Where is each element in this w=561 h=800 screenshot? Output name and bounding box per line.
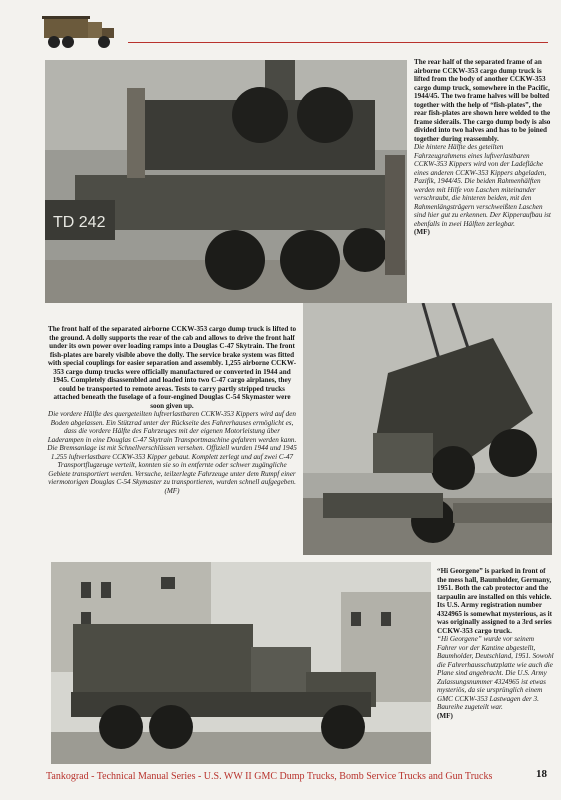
caption-top-right — [414, 58, 552, 237]
caption-en: “Hi Georgene” is parked in front of the mess hall, Baumholder, Germany, 1951. Both the cab protector and the tarpaulin are installed on this vehicle. Its U.S. Army registration number 4324965 is somewhat mysterious, as it was originally assigned to a 3rd series CCKW-353 cargo truck. — [437, 567, 553, 635]
header-rule — [128, 42, 548, 43]
truck-number-marking: TD 242 — [53, 214, 106, 231]
caption-de: Die hintere Hälfte des geteilten Fahrzeugrahmens eines luftverlastbaren CCKW-353 Kippers wird von der Ladefläche eines anderen CCKW-353 Kippers abgeladen, Pazifik, 1944/45. Die beiden Rahmenhälften werden mit Hilfe von Laschen miteinander verschraubt, die hinteren beiden, mit den Rahmenlängsträgern verschweißten Laschen sind hier gut zu erkennen. Der Kipperaufbau ist ebenfalls in zwei Hälften zerlegbar. — [414, 143, 551, 228]
photo-rear-half-lift — [45, 60, 407, 303]
caption-en: The rear half of the separated frame of an airborne CCKW-353 cargo dump truck is lifted from the body of another CCKW-353 cargo dump truck, somewhere in the Pacific, 1944/45. The two frame halves will be bolted together with the help of “fish-plates”, the rear fish-plates are shown here welded to the frame siderails. The cargo dump body is also divided into two halves and has to be joined together during reassembly. — [414, 58, 551, 143]
photo-front-half-lift — [303, 303, 552, 555]
caption-bottom-right — [437, 567, 555, 720]
caption-de: “Hi Georgene” wurde vor seinem Fahrer vor der Kantine abgestellt, Baumholder, Deutschland, 1951. Sowohl die Fahrerhausschutzplatte wie auch die Plane sind angebracht. Die U.S. Army Zulassungsnummer 4324965 ist etwas mysteriös, da sie ursprünglich einem GMC CCKW-353 Lastwagen der 3. Baureihe zugeteilt war. — [437, 635, 554, 711]
header-truck-logo — [40, 10, 120, 52]
caption-source: (MF) — [437, 711, 453, 720]
page-number: 18 — [536, 768, 547, 780]
caption-en: The front half of the separated airborne CCKW-353 cargo dump truck is lifted to the ground. A dolly supports the rear of the cab and allows to drive the front half under its own power over loading ramps into a Douglas C-47 Skytrain. The front fish-plates are barely visible above the dolly. The service brake system was fitted with special couplings for easier separation and assembly. 1,255 airborne CCKW-353 cargo dump trucks were officially manufactured or converted in 1944 and 1945. Completely disassembled and loaded into two C-47 cargo airplanes, they could be transported to remote areas. Tests to carry partly stripped trucks attached beneath the fuselage of a four-engined Douglas C-54 Skymaster were soon given up. — [47, 325, 297, 410]
photo-hi-georgene — [51, 562, 431, 764]
footer-series-title: Tankograd - Technical Manual Series - U.S. WW II GMC Dump Trucks, Bomb Service Trucks and Gun Trucks — [46, 771, 493, 782]
caption-source: (MF) — [414, 228, 430, 236]
caption-middle-left — [46, 325, 298, 495]
caption-de: Die vordere Hälfte des quergeteilten luftverlastbaren CCKW-353 Kippers wird auf den Boden abgelassen. Ein Stützrad unter der Rückseite des Fahrerhauses ermöglicht es, dass die vordere Hälfte des Fahrzeuges mit der eigenen Motorleistung über Laderampen in eine Douglas C-47 Skytrain Transportmaschine gefahren werden kann. Die Bremsanlage ist mit Schnellverschlüssen versehen. Offiziell wurden 1944 und 1945 1.255 luftverlastbare CCKW-353 Kipper gebaut. Komplett zerlegt und auf zwei C-47 Transportflugzeuge verteilt, konnten sie so in entfernte oder schwer zugängliche Gebiete transportiert werden. Versuche, teilzerlegte Fahrzeuge unter dem Rumpf einer viermotorigen Douglas C-54 Skymaster zu transportieren, wurden schnell aufgegeben. (MF) — [47, 410, 297, 495]
